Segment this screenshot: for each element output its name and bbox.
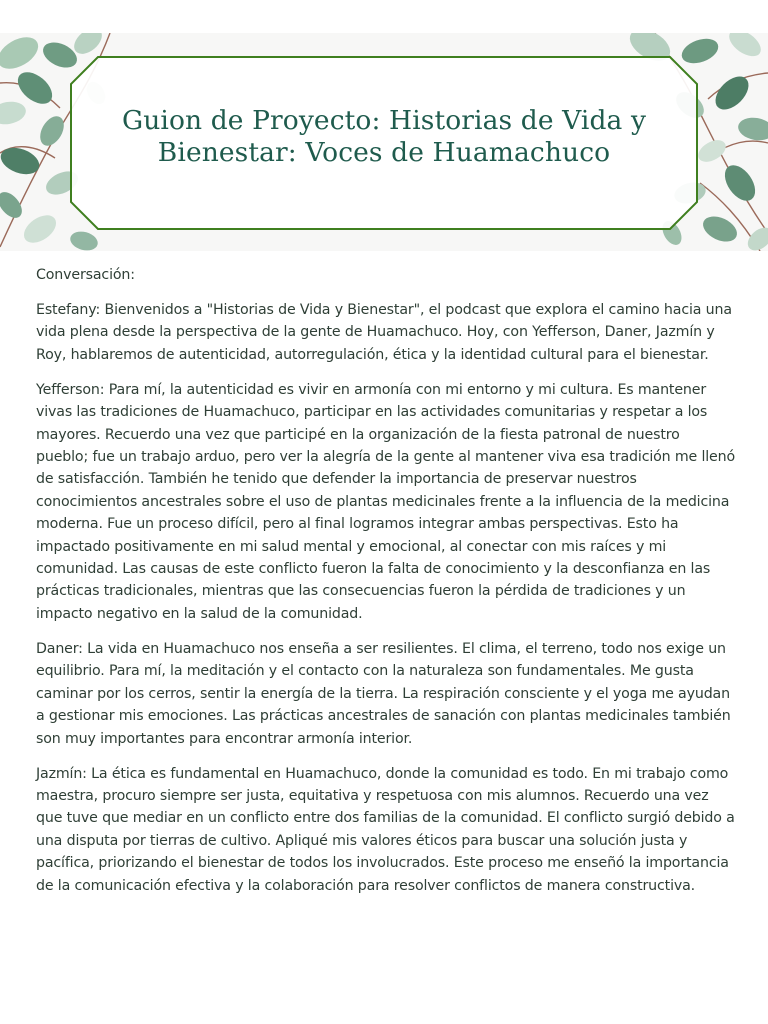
paragraph-daner: Daner: La vida en Huamachuco nos enseña a ser resilientes. El clima, el terreno, todo nos exige un equilibrio. Para mí, la meditación y el contacto con la naturaleza son fundamentales. Me gusta caminar por los cerros, sentir la energía de la tierra. La respiración consciente y el yoga me ayudan a gestionar mis emociones. Las prácticas ancestrales de sanación con plantas medicinales también son muy importantes para encontrar armonía interior. [36,640,731,747]
paragraph-label: Conversación: [36,267,135,283]
page-top-margin [0,0,768,33]
paragraph-jazmin: Jazmín: La ética es fundamental en Huamachuco, donde la comunidad es todo. En mi trabajo como maestra, procuro siempre ser justa, equitativa y respetuosa con mis alumnos. Recuerdo una vez que tuve que mediar en un conflicto entre dos familias de la comunidad. El conflicto surgió debido a una disputa por tierras de cultivo. Apliqué mis valores éticos para buscar una solución justa y pacífica, priorizando el bienestar de todos los involucrados. Este proceso me enseñó la importancia de la comunicación efectiva y la colaboración para resolver conflictos de manera constructiva. [36,765,735,894]
paragraph-estefany: Estefany: Bienvenidos a "Historias de Vida y Bienestar", el podcast que explora el camino hacia una vida plena desde la perspectiva de la gente de Huamachuco. Hoy, con Yefferson, Daner, Jazmín y Roy, hablaremos de autenticidad, autorregulación, ética y la identidad cultural para el bienestar. [36,302,732,363]
document-body [36,264,736,910]
page-title: Guion de Proyecto: Historias de Vida y Bienestar: Voces de Huamachuco [121,105,647,168]
paragraph-yefferson: Yefferson: Para mí, la autenticidad es vivir en armonía con mi entorno y mi cultura. Es mantener vivas las tradiciones de Huamachuco, participar en las actividades comunitarias y respetar a los mayores. Recuerdo una vez que participé en la organización de la fiesta patronal de nuestro pueblo; fue un trabajo arduo, pero ver la alegría de la gente al mantener viva esa tradición me llenó de satisfacción. También he tenido que defender la importancia de preservar nuestros conocimientos ancestrales sobre el uso de plantas medicinales frente a la influencia de la medicina moderna. Fue un proceso difícil, pero al final logramos integrar ambas perspectivas. Esto ha impactado positivamente en mi salud mental y emocional, al conectar con mis raíces y mi comunidad. Las causas de este conflicto fueron la falta de conocimiento y la desconfianza en las prácticas tradicionales, mientras que las consecuencias fueron la pérdida de tradiciones y un impacto negativo en la salud de la comunidad. [36,381,736,622]
